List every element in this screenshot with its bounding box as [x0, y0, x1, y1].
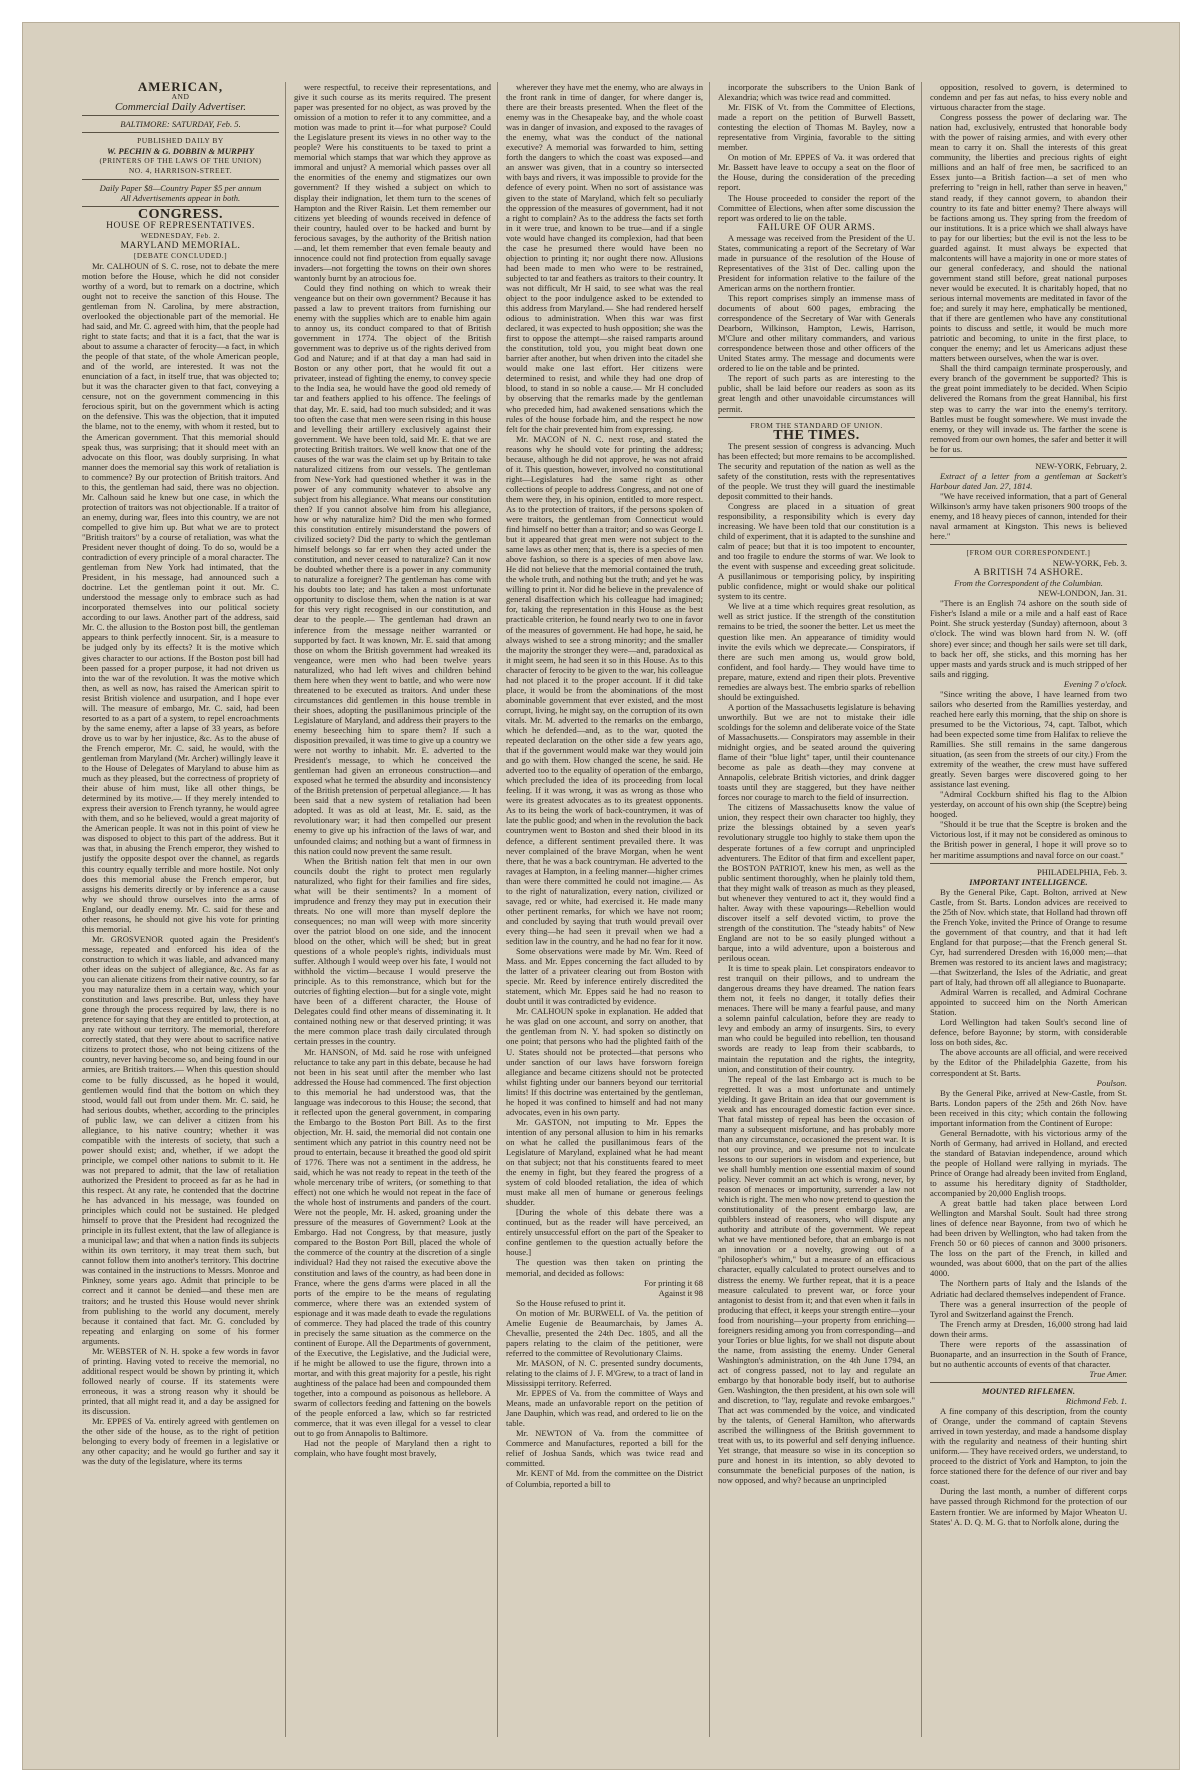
masthead-and: AND: [171, 92, 190, 102]
paragraph: There were reports of the assassination of Buonaparte, and an insurrection in the South of France, but no authentic accounts of events of that character.: [930, 1338, 1127, 1369]
sackets-harbour-extract: Extract of a letter from a gentleman at Sackett's Harbour dated Jan. 27, 1814.: [930, 470, 1127, 491]
publishers: W. PECHIN & G. DOBBIN & MURPHY: [107, 146, 254, 157]
paragraph: "Since writing the above, I have learned from two sailors who deserted from the Ramillies yesterday, and reached here early this morning, that the ship on shore is presumed to be the Victorious, 74, capt. Talbot, which had been expected some time from Halifax to relieve the Ramillies. She still remains in the same dangerous situation, (as seen from the streets of our city.) From the extremity of the weather, the crew must have suffered greatly. Seven barges were discovered going to her assistance last evening.: [930, 688, 1127, 790]
divider: [930, 544, 1127, 545]
paragraph: Mr. MASON, of N. C. presented sundry documents, relating to the claims of J. F. M'Grew, to a tract of land in Mississippi territory. Referred.: [506, 1357, 703, 1389]
paragraph: Mr. WEBSTER of N. H. spoke a few words in favor of printing. Having voted to receive the memorial, no additional respect would be shown by printing it, which followed nearly of course. If its statements were erroneous, it was a strong reason why it should be printed, that all might read it, and a day be assigned for its discussion.: [82, 1345, 279, 1417]
paragraph: Admiral Warren is recalled, and Admiral Cochrane appointed to succeed him on the North American Station.: [930, 987, 1127, 1018]
philadelphia-dateline: PHILADELPHIA, Feb. 3.: [1037, 866, 1127, 877]
congress-heading: CONGRESS.: [137, 207, 224, 223]
masthead-subtitle: Commercial Daily Advertiser.: [114, 101, 247, 114]
vote-against: Against it 98: [658, 1287, 703, 1298]
paragraph: Mr. HANSON, of Md. said he rose with unfeigned reluctance to take any part in this debate, because he had not been in his seat until after the member who last addressed the House had commenced. The first objection to this memorial he had understood was, that the language was indecorous to this House; the second, that it reflected upon the general government, in comparing the Embargo to the Boston Port Bill. As to the first objection, Mr. H. said, the memorial did not contain one sentiment which any patriot in this country need not be proud to entertain, because it breathed the good old spirit of 1776. There was not a sentiment in the address, he said, which he was not ready to repeat in the teeth of the whole mercenary tribe of writers, (or something to that effect) not one which he would not repeat in the face of the whole host of instruments and panders of the court. Were not the people, Mr. H. asked, groaning under the pressure of the measures of Government? Look at the Embargo. Had not Congress, by that measure, justly compared to the Boston Port Bill, placed the whole of the commerce of the country at the discretion of a single individual? Had they not raised the executive above the constitution and laws of the country, as had been done in France, where the gens d'arms were placed in all the ports of the empire to be the means of regulating commerce, where there was an extended system of espionage and it was made death to evade the regulations of commerce. They had placed the trade of this country in precisely the same situation as the commerce on the continent of Europe. All the Departments of government, of the Executive, the Legislative, and the Judicial were, if he might be allowed to use the figure, thrown into a mortar, and with this great majority for a pestle, his right aughtiness of the palace had been and compounded them together, into a compound as poisonous as hellebore. A swarm of collectors feeding and fattening on the bowels of the people enforced a law, which so far restricted commerce, that it was even illegal for a vessel to clear out to go from Annapolis to Baltimore.: [294, 1046, 491, 1439]
paragraph: Could they find nothing on which to wreak their vengeance but on their own government? Because it has passed a law to prevent traitors from furnishing our enemy with the supplies which are to enable him again to annoy us, its conduct compared to that of British government in 1774. The object of the British government was to deprive us of the rights derived from God and Nature; and if at that day a man had said in Boston or any other port, that he would fit out a privateer, instead of fighting the enemy, to convey specie to the India sea, he would have the good old remedy of tar and feathers applied to his offence. The feelings of that day, Mr. E. said, had too much subsided; and it was too often the case that men were seen rising in this house and levelling their artillery exclusively against their government. We have been told, said Mr. E. that we are protecting British traitors. We well know that one of the causes of the war was the claim set up by Britain to take naturalized citizens from our vessels. The gentleman from New-York had questioned whether it was in the power of any community whatever to absolve any subject from his allegiance. What means our constitution then? If you cannot absolve him from his allegiance, how or why naturalize him? Did the men who formed this constitution entirely misunderstand the powers of civilized society? Did the party to which the gentleman himself belongs so far err when they acted under the constitution, and never ceased to naturalize? Can it now be doubted whether there is a power in any community to naturalize a foreigner? The gentleman has come with his doubts too late; and has taken a most unfortunate opportunity to disclose them, when the nation is at war for this very right recognised in our constitution, and dear to the people.— The gentleman had drawn an inference from the message neither warranted or supported by fact. It was known, Mr. E. said that among those on whom the British government had wreaked its vengeance, were men who had been twelve years naturalized, who had left wives and children behind them here when they went to battle, and who were now threatened to be executed as traitors. And under these circumstances did gentlemen in this house tremble in their shoes, adopting the pusillanimous principle of the Legislature of Maryland, and address their prayers to the enemy beseeching him to spare them? If such a disposition prevailed, it was time to give up a country we were not worthy to inhabit. Mr. E. adverted to the President's message, to which he conceived the gentleman had given an erroneous construction—and exposed what he termed the absurdity and inconsistency of the British pretension of perpetual allegiance.— It has been said that a new system of retaliation had been adopted. It was as old at least, Mr. E. said, as the revolutionary war; it had then compelled our present enemy to give up his infraction of the laws of war, and unfounded claims; and nothing but a want of firmness in this nation could now prevent the same result.: [294, 282, 491, 856]
ny-dateline-2: NEW-YORK, Feb. 3.: [1052, 558, 1127, 569]
paragraph: On motion of Mr. EPPES of Va. it was ordered that Mr. Bassett have leave to occupy a seat on the floor of the House, during the consideration of the preceding report.: [718, 152, 915, 193]
columbian-source: From the Correspondent of the Columbian.: [954, 578, 1103, 589]
published-by-label: PUBLISHED DAILY BY: [137, 136, 224, 146]
paragraph: Lord Wellington had taken Soult's second line of defence, before Bayonne; by storm, with considerable loss on both sides, &c.: [930, 1017, 1127, 1048]
divider: [82, 132, 279, 133]
paragraph: The question was then taken on printing the memorial, and decided as follows:: [506, 1257, 703, 1278]
newspaper-page: [82, 82, 1127, 1737]
column-5: [930, 82, 1127, 1737]
richmond-dateline: Richmond Feb. 1.: [1065, 1396, 1127, 1406]
paragraph: The House proceeded to consider the report of the Committee of Elections, when after some discussion the report was ordered to lie on the table.: [718, 192, 915, 223]
paragraph: A message was received from the President of the U. States, communicating a report of the Secretary of War made in pursuance of the resolution of the House of Representatives of the 31st of Dec. calling upon the President for information relative to the failure of the American arms on the northern frontier.: [718, 232, 915, 293]
correspondent-note: [FROM OUR CORRESPONDENT.]: [966, 548, 1091, 558]
column-3: [506, 82, 710, 1737]
newspaper-sheet: [22, 22, 1180, 1770]
paragraph: Mr. FISK of Vt. from the Committee of Elections, made a report on the petition of Burwell Bassett, contesting the election of Thomas M. Bayley, now a representative from Virginia, favorable to the sitting member.: [718, 102, 915, 153]
paragraph: A portion of the Massachusetts legislature is behaving unworthily. But we are not to mistake their idle scoldings for the solemn and deliberate voice of the State of Massachusetts.— Conspirators may assemble in their midnight orgies, and be seated around the quivering flame of their "blue light" taper, until their countenance become as pale as death—they may convene at Annapolis, celebrate British victories, and drink dagger toasts until they are staggered, but they have neither forces nor courage to march to the field of insurrection.: [718, 701, 915, 803]
paragraph: were respectful, to receive their representations, and give it such course as its merits required. The present paper was presented for no object, as was proved by the omission of a motion to refer it to any committee, and a motion was made to print it—for what purpose? Could the Legislature present its views in no other way to the people? Were his constituents to be taxed to print a memorial which stamps that war which they approve as immoral and unjust? A memorial which passes over all the enormities of the enemy and stigmatizes our own government? If they wished a subject on which to display their indignation, let them turn to the scenes of Hampton and the River Raisin. Let them remember our citizens yet bleeding of wounds received in defence of their country, hauled over to be hacked and burnt by ferocious savages, by the authority of the British nation—and, let them remember that even female beauty and innocence could not find protection from equally savage invaders—not forgetting the towns on their own shores wantonly burnt by an atrocious foe.: [294, 82, 491, 283]
paragraph: By the General Pike, arrived at New-Castle, from St. Barts. London papers of the 25th and 26th Nov. have been received in this city; which contain the following important information from the Continent of Europe:: [930, 1087, 1127, 1128]
paragraph: Congress possess the power of declaring war. The nation had, exclusively, entrusted that honorable body with the power of raising armies, and with every other mean to carry it on. Shall the interests of this great community, the liberties and precious rights of eight millions and an half of free men, be sacrificed to an Essex junto—a British faction—a set of men who preferring to "reign in hell, rather than serve in heaven," stand ready, if they cannot govern, to abandon their country to its fate and bitter enemy? There always will be factions among us. They spring from the freedom of our institutions. It is a price which we shall always have to pay for our liberties; but the evil is not the less to be guarded against. It must always be expected that malcontents will have a majority in one or more states of our general confederacy, and should the national government stand still before, great national purposes never would be executed. It is charitably hoped, that no serious internal movements are meditated in favor of the foe; and surely it may here, emphatically be mentioned, that if there are gentlemen who have any constitutional points to discuss and settle, it would be much more patriotic and becoming, to unite in the first place, to conquer the enemy; and let us Americans adjust these matters between ourselves, when the war is over.: [930, 112, 1127, 364]
paragraph: Mr. GASTON, not imputing to Mr. Eppes the intention of any personal allusion to him in his remarks on what he called the pusillanimous fears of the Legislature of Maryland, explained what he had meant on that subject; not that his constituents feared to meet the enemy in fight, but they feared the progress of a system of cold blooded retaliation, the idea of which must make all men of humane or generous feelings shudder.: [506, 1116, 703, 1208]
ny-dateline: NEW-YORK, February, 2.: [1035, 460, 1127, 471]
paragraph: incorporate the subscribers to the Union Bank of Alexandria; which was twice read and committed.: [718, 82, 915, 103]
source-line: FROM THE STANDARD OF UNION.: [750, 420, 883, 430]
debate-note: [DEBATE CONCLUDED.]: [133, 250, 228, 260]
paragraph: Mr. KENT of Md. from the committee on the District of Columbia, reported a bill to: [506, 1468, 703, 1489]
paragraph: The report of such parts as are interesting to the public, shall be laid before our readers as soon as its great length and other unavoidable circumstances will permit.: [718, 373, 915, 414]
paragraph: Mr. GROSVENOR quoted again the President's message, repeated and enforced his idea of the construction to which it was liable, and advanced many other ideas on the subject of allegiance, &c. As far as you can alienate citizens from their native country, so far you may naturalize them in a certain way, which your constitution and laws prescribe. But, unless they have gone through the process required by law, there is no pretence for saying that they are entitled to protection, at any rate without our territory. The memorial, therefore correctly stated, that they were about to sacrifice native citizens to protect those, who not being citizens of the country, never having become so, and being found in our armies, are British traitors.— When this question should come to be fully discussed, as he hoped it would, gentlemen would find that the bottom on which they stood, would fall out from under them. Mr. C. said, he had serious doubts, whether, according to the principles of public law, we can deliver a citizen from his allegiance, to his native country; whether it was compatible with the interests of society, that such a power should exist; and, whether, if we adopt the principle, we compel other nations to submit to it. He was not prepared to admit, that the law of retaliation authorized the President to proceed as far as he had in this respect. At any rate, he contended that the doctrine he has advanced in his message, was founded on principles which could not be sustained. He pledged himself to prove that the President had recognized the principle in its fullest extent, that the law of allegiance is a municipal law; and that when a nation finds its subjects within its own territory, it may treat them such, but cannot follow them into another's territory. This doctrine was contained in the instructions to Messrs. Monroe and Pinkney, some years ago. Admit that principle to be correct and it cannot be denied—and these men are traitors; and he trusted this House would never shrink from publishing to the world any document, merely because it contained that fact. Mr. G. concluded by repeating and enlarging on some of his former arguments.: [82, 933, 279, 1346]
paragraph: Mr. MACON of N. C. next rose, and stated the reasons why he should vote for printing the address; because, although he did not approve, he was not afraid of it. This question, however, involved no constitutional right—Legislatures had the same right as other collections of people to address Congress, and not one of them were they, in his opinion, entitled to more respect. As to the protection of traitors, if the persons spoken of were traitors, the gentleman from Connecticut would find himself no better than a traitor; and so was George I. but it appeared that great men were not subject to the same laws as other men; that is, there is a species of men above fashion, so there is a species of men above law. He did not believe that the memorial contained the truth, the whole truth, and nothing but the truth; and yet he was willing to print it. Nor did he believe in the prevalence of general disaffection which his colleague had imagined; for, taking the representation in this House as the best practicable criterion, he found nearly two to one in favor of the measures of government. He had hope, he said, he always wished to see a strong minority; and the smaller the majority the stronger they were—and, paradoxical as it might seem, he had seen it so in this House. As to this character of ferocity to be given to the war, his colleague had not placed it to the proper account. If it did take place, it would be from the abominations of the most abominable government that ever existed, and the most corrupt, living, he might say, on the corruption of its own vitals. Mr. M. adverted to the remarks on the embargo, which he defended—and, as to the war, quoted the repeated declaration on the other side a few years ago, that if the government would make war they would join and go with them. How changed the scene, he said. He adverted too to the equality of operation of the embargo, which precluded the idea of its proceeding from local feeling. If it was wrong, it was as wrong as those who were its greatest advocates as to its greatest opponents. As to its being the work of back-countrymen, it was of late the public good; and when in the revolution the back countrymen went to Boston and shed their blood in its defence, a different sentiment prevailed there. It was never complained of the brave Morgan, when he went there, that he was a back countryman. He adverted to the ravages at Hampton, in a feeling manner—higher crimes than were there committed he could not imagine.— As to the right of naturalization, every nation, civilized or savage, red or white, had exercised it. He made many other pertinent remarks, for which we have not room; and concluded by saying that truth would prevail over every thing—he had seen it prevail when we had a sedition law in the country, and he had no fear for it now.: [506, 433, 703, 946]
paragraph: The repeal of the last Embargo act is much to be regretted. It was a most unfortunate and untimely yielding. It gave Britain an idea that our government is weak and has encouraged domestic faction ever since. That fatal misstep of repeal has been the occasion of many a subsequent misfortune, and has probably more than any circumstance, occasioned the present war. It is not our province, and we presume not to inculcate lessons to our superiors in wisdom and experience, but we shall humbly mention one essential maxim of sound policy. Never commit an act which is wrong, never, by reason of menaces or importunity, surrender a law not which is right. The men who now pretend to question the constitutionality of the present embargo law, are quibblers instead of reasoners, who will dispute any authority and attribute of the government. We repeat what we have mentioned before, that an embargo is not an innovation or a novelty, growing out of a "philosopher's whim," but a measure of an efficacious character, equally calculated to protect ourselves and to distress the enemy. We further repeat, that it is a peace measure calculated to prevent war, or force your antagonist to desist from it; and that even when it fails in producing that effect, it keeps your strength entire—your food from nourishing—your property from enriching—foreigners residing among you from corresponding—and your Tories or blue lights, for we shall not dispute about the name, from assisting the enemy. Under General Washington's administration, on the 4th June 1794, an act of congress passed, not to lay and regulate an embargo by that honorable body itself, but to authorise Gen. Washington, the then president, at his own sole will and discretion, to "lay, regulate and revoke embargoes." That act was commended by the voice, and vindicated by the talents, of General Hamilton, who afterwards ascribed the willingness of the British government to treat with us, to its powerful and self denying influence. Yet strange, that measure so wise in its conception so pure and honest in its intention, so ably devoted to consummate the beneficial purposes of the nation, is now opposed, and why? because an unprincipled: [718, 1073, 915, 1486]
paragraph: "Should it be true that the Sceptre is broken and the Victorious lost, if it may not be considered as ominous to the British power in general, I hope it will prove so to her maritime assumptions and naval force on our coast.": [930, 819, 1127, 860]
paragraph: We live at a time which requires great resolution, as well as strict justice. If the strength of the constitution remains to be tried, the sooner the better. Let us meet the question like men. An appearance of timidity would invite the evils which we deprecate.— Conspirators, if there are such men among us, would grow bold, confident, and fool hardy.— They would have time to prepare, mature, extend and ripen their plots. Preventive remedies are always best. The embrio sparks of rebellion should be extinguished.: [718, 601, 915, 702]
true-amer-credit: True Amer.: [1089, 1368, 1127, 1379]
subscription-prices: Daily Paper $8—Country Paper $5 per annum: [99, 183, 262, 194]
ashore-heading: A BRITISH 74 ASHORE.: [973, 568, 1084, 579]
paragraph: Had not the people of Maryland then a right to complain, who have fought most bravely,: [294, 1438, 491, 1459]
times-heading: THE TIMES.: [773, 427, 860, 443]
paragraph: There was a general insurrection of the people of Tyrol and Switzerland against the French.: [930, 1298, 1127, 1319]
paragraph: By the General Pike, Capt. Bolton, arrived at New Castle, from St. Barts. London advices are received to the 25th of Nov. which state, that Holland had thrown off the French Yoke, invited the Prince of Orange to resume the government of that country, and that it had left England for that purpose;—that the French general St. Cyr, had surrendered Dresden with 16,000 men;—that Bremen was restored to its ancient laws and magistracy;—that Switzerland, the Isles of the Adriatic, and great part of Italy, had thrown off all allegiance to Buonaparte.: [930, 886, 1127, 988]
house-heading: HOUSE OF REPRESENTATIVES.: [106, 220, 255, 231]
memorial-heading: MARYLAND MEMORIAL.: [120, 240, 241, 251]
paragraph: When the British nation felt that men in our own councils doubt the right to protect men regularly naturalized, who fight for their families and fire sides, what will be their sentiments? In a moment of imprudence and frenzy they may put in execution their threats. No one will more than myself deplore the consequences; no man will weep with more sincerity over the patriot blood on one side, and the innocent blood on the other, which will be shed; but in great questions of a whole people's rights, individuals must suffer. Although I would weep over his fate, I would not withhold the victim—because I would preserve the principle. As to this remonstrance, which but for the outcries of fighting election—but for a single vote, might have been of a different character, the House of Delegates could find other means of disseminating it. It contained nothing new or that deserved printing; it was the mere common place trash daily circulated through certain presses in the country.: [294, 855, 491, 1047]
riflemen-heading: MOUNTED RIFLEMEN.: [981, 1385, 1076, 1396]
failure-heading: FAILURE OF OUR ARMS.: [757, 222, 876, 233]
printers-note: (PRINTERS OF THE LAWS OF THE UNION): [99, 156, 262, 166]
publisher-address: NO. 4, HARRISON-STREET.: [128, 166, 233, 176]
paragraph: The citizens of Massachusetts know the value of union, they respect their own character too highly, they prize the blessings obtained by a seven year's revolutionary struggle too highly to stake them upon the desperate fortunes of a few corrupt and unprincipled adventurers. The Editor of that firm and excellent paper, the BOSTON PATRIOT, knew his men, as well as the public sentiment thoroughly, when he plainly told them, that they might walk of treason as much as they pleased, but whenever they ventured to act it, they would find a halter. Away with these vapourings—Rebellion would discover itself a self devoted victim, to prove the strength of the constitution. The "steady habits" of New England are not to be so easily plunged without a barque, into a wild adventure, upon a boisterous and perilous ocean.: [718, 802, 915, 964]
session-date: WEDNESDAY, Feb. 2.: [140, 230, 221, 240]
divider: [930, 457, 1127, 458]
column-4: [718, 82, 922, 1737]
paragraph: The Northern parts of Italy and the Islands of the Adriatic had declared themselves independent of France.: [930, 1278, 1127, 1299]
advertisement-note: All Advertisements appear in both.: [120, 193, 241, 204]
column-2: [294, 82, 498, 1737]
paragraph: General Bernadotte, with his victorious army of the North of Germany, had arrived in Holland, and erected the standard of Batavian independence, around which the people of Holland were rallying in myriads. The Prince of Orange had already been invited from England, to assume his hereditary dignity of Stadtholder, accompanied by 20,000 English troops.: [930, 1127, 1127, 1199]
paragraph: The present session of congress is advancing. Much has been effected; but more remains to be accomplished. The security and reputation of the nation as well as the safety of the constitution, rests with the representatives of the people. We trust they will guard the inestimable deposit committed to their hands.: [718, 440, 915, 501]
intelligence-heading: IMPORTANT INTELLIGENCE.: [969, 876, 1088, 887]
dateline: BALTIMORE: SATURDAY, Feb. 5.: [120, 119, 241, 130]
paragraph: wherever they have met the enemy, who are always in the front rank in time of danger, for where danger is, there are their breasts presented. When the fleet of the enemy was in the Chesapeake bay, and the whole coast was in danger of invasion, and exposed to the ravages of the enemy, what was the conduct of the national executive? A memorial was forwarded to him, setting forth the dangers to which the coast was exposed—and an answer was given, that in a country so intersected with bays and rivers, it was impossible to provide for the defence of every point. When no sort of assistance was given to the state of Maryland, which felt so peculiarly the oppression of the measures of government, had it not a right to complain? As to the address the facts set forth in it were true, and known to be true—and if a single vote would have changed its complexion, had that been the case he presumed there would have been no objection to printing it; nor ought there now. Allusions had been made to men who were to be restrained, subjected to tar and feathers as traitors to their country. It was not difficult, Mr H said, to see what was the real object to the poor indulgence asked to be extended to this address from Maryland.— She had rendered herself odious to administration. When this war was first declared, it was expected to hush opposition; she was the first to oppose the attempt—she raised ramparts around the constitution, told you, you might beat down one barrier after another, but when driven into the citadel she would make one last effort. Her citizens were determined to resist, and while they had one drop of blood, to stand in so noble a cause.— Mr H concluded by observing that the remarks made by the gentleman who preceded him, had awakened sensations which the rules of the house forbade him, and the respect he now felt for the chair prevented him from expressing.: [506, 82, 703, 434]
paragraph: Mr. CALHOUN spoke in explanation. He added that he was glad on one account, and sorry on another, that the gentleman from N. Y. had spoken so distinctly on one point; that persons who had the plighted faith of the U. States should not be protected—that persons who under sanction of our laws have forsworn foreign allegiance and became citizens should not be protected whilst fighting under our banners beyond our territorial limits! If this doctrine was entertained by the gentleman, he hoped it was confined to himself and had not many advocates, even in his own party.: [506, 1006, 703, 1117]
divider: [930, 1382, 1127, 1383]
paragraph: Shall the third campaign terminate prosperously, and every branch of the government be supported? This is the great point immediately to be decided. When Scipio delivered the Romans from the great Hannibal, his first step was to carry the war into the enemy's territory. Battles must be fought somewhere. We must invade the enemy, or they will invade us. The farther the scene is removed from our own homes, the safer and better it will be for us.: [930, 363, 1127, 454]
divider: [82, 115, 279, 116]
paragraph: opposition, resolved to govern, is determined to condemn and per fas aut nefas, to hiss every noble and virtuous character from the stage.: [930, 82, 1127, 113]
divider: [718, 417, 915, 418]
paragraph: Mr. EPPES of Va. from the committee of Ways and Means, made an unfavorable report on the petition of Jane Dauphin, which was read, and ordered to lie on the table.: [506, 1388, 703, 1429]
paragraph: The French army at Dresden, 16,000 strong had laid down their arms.: [930, 1318, 1127, 1339]
divider: [930, 863, 1127, 864]
paragraph: "We have received information, that a part of General Wilkinson's army have taken prisoners 900 troops of the enemy, and 18 heavy pieces of cannon, intended for their naval armament at Kingston. This news is believed here.": [930, 490, 1127, 542]
vote-for: For printing it 68: [644, 1277, 703, 1288]
column-1: [82, 82, 286, 1737]
paragraph: So the House refused to print it.: [516, 1297, 626, 1308]
paragraph: It is time to speak plain. Let conspirators endeavor to rest tranquil on their pillows, and to undream the dangerous dreams they have dreamed. The nation fears them not, it feels no danger, it totally defies their menaces. There will be many a fearful pause, and many a solemn painful calculation, before they are ready to levy and embody an army of insurgents. Sirs, to every man who could be beguiled into rebellion, ten thousand swords are ready to leap from their scabbards, to maintain the reputation and the rights, the integrity, union, and constitution of their country.: [718, 963, 915, 1074]
paragraph: [During the whole of this debate there was a continued, but as the reader will have perceived, an entirely unsuccessful effort on the part of the Speaker to confine gentlemen to the question actually before the house.]: [506, 1207, 703, 1258]
new-london-dateline: NEW-LONDON, Jan. 31.: [1037, 588, 1127, 599]
paragraph: During the last month, a number of different corps have passed through Richmond for the protection of our Eastern frontier. We are informed by Major Wheaton U. States' A. D. Q. M. G. that to Norfolk alone, during the: [930, 1486, 1127, 1527]
poulson-credit: Poulson.: [1096, 1077, 1127, 1088]
masthead-title: AMERICAN,: [137, 82, 224, 94]
paragraph: Some observations were made by Mr. Wm. Reed of Mass. and Mr. Eppes concerning the fact alluded to by the latter of a privateer clearing out from Boston with specie. Mr. Reed by inference entirely discredited the statement, which Mr. Eppes said he had no reason to doubt until it was contradicted by evidence.: [506, 946, 703, 1007]
paragraph: On motion of Mr. BURWELL of Va. the petition of Amelie Eugenie de Beaumarchais, by James A. Chevallie, presented the 24th Dec. 1805, and all the papers relating to the claim of the petitioner, were referred to the committee of Revolutionary Claims.: [506, 1307, 703, 1358]
paragraph: A fine company of this description, from the county of Orange, under the command of captain Stevens arrived in town yesterday, and made a handsome display with the regularity and neatness of their hunting shirt uniform.— They have received orders, we understand, to proceed to the district of York and Hampton, to join the force stationed there for the defence of our river and bay coast.: [930, 1406, 1127, 1487]
paragraph: This report comprises simply an immense mass of documents of about 600 pages, embracing the correspondence of the Secretary of War with Generals Dearborn, Wilkinson, Hampton, Lewis, Harrison, M'Clure and other military commanders, and various correspondence between those and other officers of the United States army. The message and documents were ordered to lie on the table and be printed.: [718, 292, 915, 374]
paragraph: The above accounts are all official, and were received by the Editor of the Philadelphia Gazette, from his correspondent at St. Barts.: [930, 1047, 1127, 1078]
paragraph: Mr. EPPES of Va. entirely agreed with gentlemen on the other side of the house, as to the right of petition belonging to every body of freemen in a legislative or any other capacity; and he would go further and say it was the duty of the legislature, where its terms: [82, 1416, 279, 1467]
paragraph: Congress are placed in a situation of great responsibility, a responsibility which is every day increasing. We have been told that our constitution is a child of experiment, that it is adapted to the sunshine and calm of peace; but that it is too impotent to encounter, and too fragile to endure the storms of war. We look to the event with suspense and exceeding great solicitude. A pusillanimous or temporising policy, by inspiriting public confidence, might or would shake our political system to its centre.: [718, 500, 915, 602]
paragraph: Mr. CALHOUN of S. C. rose, not to debate the mere motion before the House, which he did not consider worthy of a word, but to remark on a doctrine, which ought not to receive the sanction of this House. The gentleman from N. Carolina, by mere abstraction, overlooked the objectionable part of the memorial. He had said, and Mr. C. agreed with him, that the people had right to state facts; and that it is a fact, that the war is about to assume a character of ferocity—a fact, in which the people of that state, of the whole American people, and of the world, are interested. It was not the enunciation of a fact, in itself true, that was objected to; but it was the character given to that fact, conveying a censure, not on the government commencing in this ferocious spirit, but on the government which is acting on the defensive. This was the objection, that it imputed the blame, not to the enemy, with whom it rested, but to the American government. That this memorial should speak thus, was surprising; that it should meet with an advocate on this floor, was doubly surprising. In what manner does the memorial say this work of retaliation is to commence? By our protection of British traitors. And to this, the gentleman had said, there was no objection. Mr. Calhoun said he knew but one case, in which the protection of traitors was not objectionable. If a traitor of an enemy, during war, flees into this country, we are not compelled to give him up. But what we are to protect "British traitors" by a course of retaliation, was what the President never thought of doing. To do so, would be a contradiction of every principle of a moral character. The gentleman from New York had intimated, that the President, in his message, had announced such a doctrine. Let the gentleman point it out. Mr. C. understood the message only to embrace such as had incorporated themselves into our political society according to our laws. Another part of the address, said Mr. C. the allusion to the Boston post bill, the gentleman appears to think perfectly innocent. Sir, is a measure to be judged only by its effects? It is the motive which gives character to our actions. If the Boston post bill had been passed for a proper purpose, it had not driven us into the war of the revolution. It was the motive which then, as well as now, has raised the American spirit to resist British violence and usurpation, and I hope ever will. The measure of embargo, Mr. C. said, had been resorted to as a part of a system, to repel encroachments by the same enemy, after a lapse of 33 years, as before drove us to war by her injustice, &c. As to the abuse of the French emperor, Mr. C. said, he would, with the gentleman from Maryland (Mr. Archer) willingly leave it to the House of Delegates of Maryland to abuse him as much as they pleased, but the correctness of propriety of their abuse of him must, like all other things, be determined by its motive.— If they merely intended to express their aversion to French tyranny, he would agree with them, and so he believed, would a great majority of the American people. It was not in this point of view he was disposed to object to this part of the address. But it was that, in abusing the French emperor, they wished to justify the opposite despot over the channel, as regards this country equally terrible and more hostile. Not only does this memorial abuse the French emperor, but assigns his demerits directly or by inference as a cause why we should throw ourselves into the arms of England, our deadly enemy. Mr. C. said for these and other reasons, he should not give his vote for printing this memorial.: [82, 260, 279, 934]
paragraph: "There is an English 74 ashore on the south side of Fisher's Island a mile or a mile and a half east of Race Point. She struck yesterday (Sunday) afternoon, about 3 o'clock. The wind was blown hard from N. W. (off shore) ever since; and though her sails were set till dark, to back her off, she sticks, and this morning has her upper masts and yards struck and is much stripped of her sails and rigging.: [930, 598, 1127, 679]
paragraph: A great battle had taken place between Lord Wellington and Marshal Soult. Soult had three strong lines of defence near Bayonne, from two of which he had been driven by Wellington, who had taken from the French 50 or 60 pieces of cannon and 3000 prisoners. The loss on the part of the French, in killed and wounded, was about 6000, that on the part of the allies 4000.: [930, 1198, 1127, 1279]
paragraph: Mr. NEWTON of Va. from the committee of Commerce and Manufactures, reported a bill for the relief of Joshua Sands, which was twice read and committed.: [506, 1428, 703, 1469]
divider: [82, 179, 279, 180]
evening-note: Evening 7 o'clock.: [1063, 678, 1127, 689]
paragraph: "Admiral Cockburn shifted his flag to the Albion yesterday, on account of his own ship (the Sceptre) being hooged.: [930, 789, 1127, 820]
